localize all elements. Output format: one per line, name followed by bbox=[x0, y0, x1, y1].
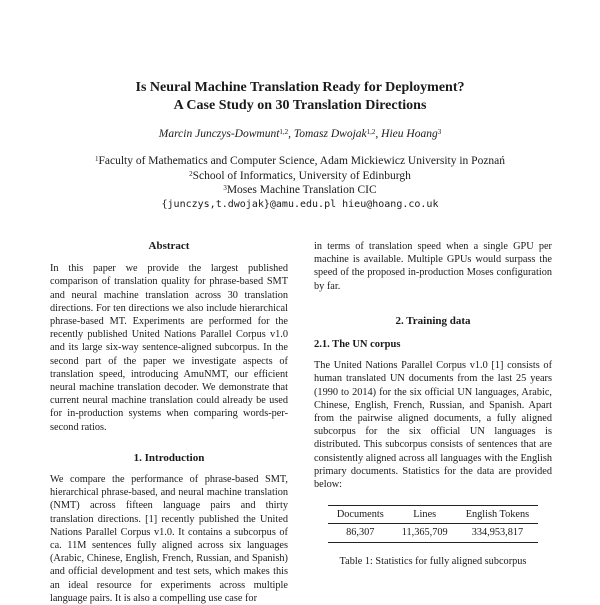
author-separator: , bbox=[375, 128, 382, 140]
affiliation-text: Moses Machine Translation CIC bbox=[226, 184, 377, 196]
un-corpus-subheading: 2.1. The UN corpus bbox=[314, 339, 401, 351]
affiliation bbox=[0, 154, 600, 168]
un-corpus-paragraph: The United Nations Parallel Corpus v1.0 [1] consists of human translated UN documents from the last 25 years (1990 to 2014) for the six official UN languages, Arabic, Chinese, English, French, Russian, and Spanish. Apart from the pairwise aligned documents, a fully aligned subcorpus for the six official UN languages is distributed. This subcorpus consists of sentences that are consistently aligned across all languages with the English primary documents. Statistics for the data are provided below: bbox=[314, 360, 552, 491]
paper-title-line-1: Is Neural Machine Translation Ready for Deployment? bbox=[135, 80, 465, 95]
table-header-cell: Lines bbox=[413, 509, 437, 521]
author-name: Hieu Hoang bbox=[381, 128, 438, 140]
author-affiliation-mark: 1,2 bbox=[366, 128, 376, 136]
training-data-heading: 2. Training data bbox=[395, 314, 471, 327]
author-list bbox=[0, 127, 600, 141]
right-column bbox=[314, 240, 552, 568]
table-cell: 334,953,817 bbox=[471, 527, 524, 539]
table-caption: Table 1: Statistics for fully aligned subcorpus bbox=[339, 555, 527, 567]
abstract-heading: Abstract bbox=[148, 240, 190, 252]
table-cell: 86,307 bbox=[346, 527, 375, 539]
table-row bbox=[328, 524, 538, 542]
table-header-row bbox=[328, 506, 538, 524]
affiliation-mark: 3 bbox=[223, 184, 227, 192]
affiliation-text: Faculty of Mathematics and Computer Science, Adam Mickiewicz University in Poznań bbox=[98, 155, 506, 167]
statistics-table bbox=[328, 505, 538, 542]
introduction-heading: 1. Introduction bbox=[133, 451, 205, 464]
author-name: Tomasz Dwojak bbox=[293, 128, 367, 140]
author-affiliation-mark: 1,2 bbox=[279, 128, 289, 136]
paper-title-line-2: A Case Study on 30 Translation Directions bbox=[173, 98, 427, 113]
author-affiliation-mark: 3 bbox=[437, 128, 442, 136]
left-column bbox=[50, 240, 288, 605]
table-cell: 11,365,709 bbox=[401, 527, 448, 539]
table-header-cell: English Tokens bbox=[465, 509, 530, 521]
continued-paragraph: in terms of translation speed when a single GPU per machine is available. Multiple GPUs would surpass the speed of the proposed in-production Moses configuration by far. bbox=[314, 241, 552, 292]
affiliation bbox=[0, 169, 600, 183]
affiliation-text: School of Informatics, University of Edinburgh bbox=[192, 170, 411, 182]
author-emails: {junczys,t.dwojak}@amu.edu.pl hieu@hoang.co.uk bbox=[161, 199, 439, 210]
table-header-cell: Documents bbox=[336, 509, 384, 521]
affiliation bbox=[0, 183, 600, 197]
introduction-text: We compare the performance of phrase-based SMT, hierarchical phrase-based, and neural machine translation (NMT) across fifteen language pairs and thirty translation directions. [1] recently published the United Nations Parallel Corpus v1.0. It contains a subcorpus of ca. 11M sentences fully aligned across six languages (Arabic, Chinese, English, French, Russian, and Spanish) and official development and test sets, which makes this an ideal resource for experiments across multiple language pairs. It is also a compelling use case for bbox=[50, 474, 288, 604]
author-separator: , bbox=[288, 128, 294, 140]
affiliation-mark: 1 bbox=[94, 155, 99, 163]
author-name: Marcin Junczys-Dowmunt bbox=[158, 128, 280, 140]
affiliation-mark: 2 bbox=[189, 170, 193, 178]
abstract-text: In this paper we provide the largest published comparison of translation quality for phrase-based SMT and neural machine translation across 30 translation directions. For ten directions we also include hierarchical phrase-based MT. Experiments are performed for the recently published United Nations Parallel Corpus v1.0 and its large six-way sentence-aligned subcorpus. In the second part of the paper we investigate aspects of translation speed, introducing AmuNMT, our efficient neural machine translation decoder. We demonstrate that current neural machine translation could already be used for in-production systems when comparing words-per-second ratios. bbox=[50, 263, 288, 433]
